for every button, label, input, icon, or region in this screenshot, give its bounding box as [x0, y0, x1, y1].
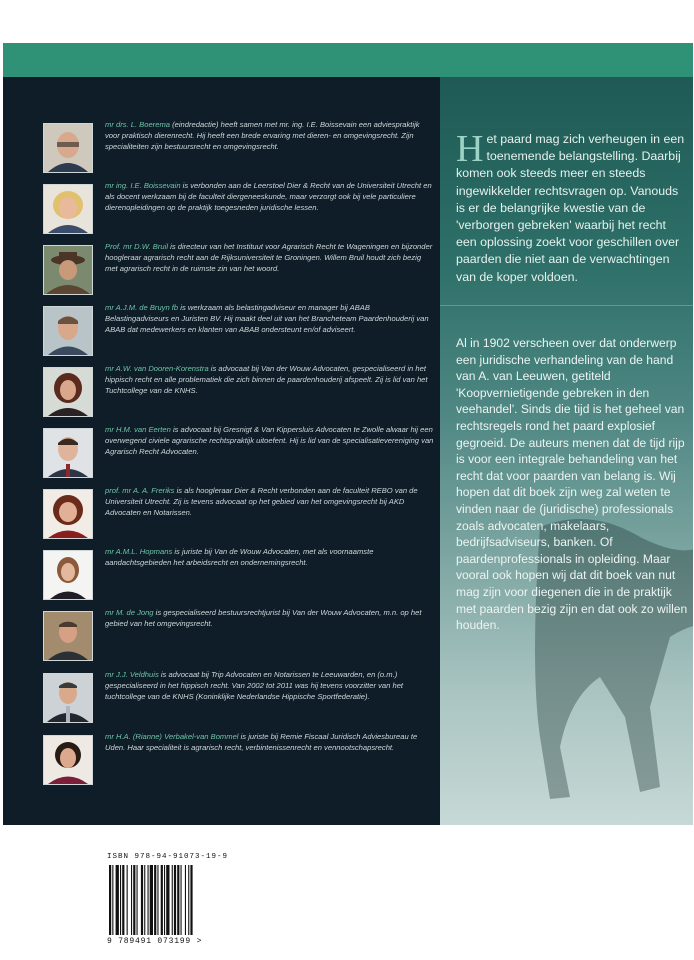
author-bio: is als hoogleraar Dier & Recht verbonden aan de faculteit REBO van de Universiteit Utrecht. Zij is tevens advocaat op het gebied van het omgevingsrecht bij AKD Advocaten en Notarissen.	[105, 486, 418, 517]
author-name: mr H.A. (Rianne) Verbakel-van Bommel	[105, 732, 239, 741]
author-bio: is verbonden aan de Leerstoel Dier & Recht van de Universiteit Utrecht en als docent werkzaam bij de faculteit diergeneeskunde, maar verzorgt ook bij vele particuliere dierenopleidingen op de praktijk toegesneden juridische lessen.	[105, 181, 432, 212]
author-photo	[43, 673, 93, 723]
barcode-bar	[185, 865, 186, 935]
barcode-bar	[157, 865, 158, 935]
barcode-bar	[172, 865, 173, 935]
barcode-bar	[166, 865, 169, 935]
author-bio: is advocaat bij Van der Wouw Advocaten, gespecialiseerd in het hippisch recht en alle problematiek die zich binnen de paardenhouderij afspeelt. Zij is lid van het Tuchtcollege van de KNHS.	[105, 364, 428, 395]
barcode-bar	[144, 865, 145, 935]
author-bio: is advocaat bij Trip Advocaten en Notarissen te Leeuwarden, en (o.m.) gespecialiseerd in het hippisch recht. Van 2002 tot 2011 was hij tevens voorzitter van het tuchtcollege van de KNHS (Koninklijke Nederlandse Hippische Sportfederatie).	[105, 670, 404, 701]
author-photo	[43, 123, 93, 173]
barcode-bar	[131, 865, 132, 935]
author-name: mr A.J.M. de Bruyn fb	[105, 303, 179, 312]
barcode-bar	[137, 865, 138, 935]
author-bio: is juriste bij Van de Wouw Advocaten, met als voornaamste aandachtsgebieden het arbeidsrecht en ondernemingsrecht.	[105, 547, 374, 567]
author-bio: is directeur van het Instituut voor Agrarisch Recht te Wageningen en bijzonder hoogleraar agrarisch recht aan de Rijksuniversiteit te Groningen. Willem Bruil houdt zich bezig met agrarisch recht in de ruimste zin van het woord.	[105, 242, 433, 273]
author-photo	[43, 367, 93, 417]
author-name: mr A.M.L. Hopmans	[105, 547, 173, 556]
author-name: Prof. mr D.W. Bruil	[105, 242, 169, 251]
panel-divider	[440, 305, 693, 306]
author-photo	[43, 611, 93, 661]
barcode-bar	[154, 865, 156, 935]
author-name: prof. mr A. A. Freriks	[105, 486, 175, 495]
isbn-block	[107, 853, 235, 946]
author-bio: is werkzaam als belastingadviseur en manager bij ABAB Belastingadviseurs en Juristen BV. Hij maakt deel uit van het Brancheteam Paardenhouderij van ABAB dat medewerkers en klanten van ABAB ondersteunt en/of adviseert.	[105, 303, 429, 334]
author-name: mr A.W. van Dooren-Korenstra	[105, 364, 209, 373]
barcode-bar	[148, 865, 149, 935]
text-panel	[440, 77, 693, 825]
barcode-bar	[141, 865, 143, 935]
author-photo	[43, 306, 93, 356]
author-name: mr J.J. Veldhuis	[105, 670, 159, 679]
back-cover	[3, 43, 693, 825]
barcode-bar	[188, 865, 189, 935]
author-photo	[43, 735, 93, 785]
barcode-bar	[164, 865, 165, 935]
barcode	[107, 865, 235, 935]
barcode-bar	[177, 865, 179, 935]
isbn-digits: 9 789491 073199 >	[107, 937, 203, 946]
barcode-bar	[109, 865, 111, 935]
barcode-bar	[127, 865, 128, 935]
author-name: mr drs. L. Boerema	[105, 120, 170, 129]
barcode-bar	[161, 865, 163, 935]
author-bio: (eindredactie) heeft samen met mr. ing. I.E. Boissevain een adviespraktijk voor praktisch dierenrecht. Hij heeft een brede ervaring met dieren- en omgevingsrecht. Zijn specialiteiten zijn bestuursrecht en omgevingsrecht.	[105, 120, 420, 151]
author-list	[3, 43, 440, 825]
author-bio: is advocaat bij Gresnigt & Van Kippersluis Advocaten te Zwolle alwaar hij een overwegend civiele agrarische rechtspraktijk uitoefent. Hij is lid van de specialisatievereniging van Agrarisch Recht Advocaten.	[105, 425, 434, 456]
barcode-bar	[190, 865, 192, 935]
barcode-bar	[181, 865, 182, 935]
barcode-bar	[112, 865, 113, 935]
author-name: mr ing. I.E. Boissevain	[105, 181, 181, 190]
author-photo	[43, 550, 93, 600]
drop-cap: H	[456, 128, 484, 170]
isbn-label: ISBN 978-94-91073-19-9	[107, 853, 229, 861]
author-name: mr H.M. van Eerten	[105, 425, 171, 434]
author-bio: is gespecialiseerd bestuursrechtjurist bij Van der Wouw Advocaten, m.n. op het gebied van het omgevingsrecht.	[105, 608, 422, 628]
author-photo	[43, 184, 93, 234]
barcode-bar	[174, 865, 176, 935]
body-paragraph: Al in 1902 verscheen over dat onderwerp een juridische verhandeling van de hand van A. van Leeuwen, getiteld 'Koopvernietigende gebreken in den veehandel'. Sinds die tijd is het geheel van rechtsregels rond het paard explosief gegroeid. De auteurs menen dat de tijd rijp is voor een integrale behandeling van het recht dat voor paarden van belang is. Wij hopen dat dit boek zijn weg zal weten te vinden naar de (juridische) professionals zoals advocaten, makelaars, bedrijfsadviseurs, banken. Of paardenprofessionals in opleiding. Maar vooral ook hopen wij dat dit boek van nut mag zijn voor diegenen die in de praktijk met paarden bezig zijn en dat ook zo willen houden.	[456, 336, 688, 633]
barcode-bar	[122, 865, 124, 935]
intro-text: et paard mag zich verheugen in een toenemende belangstelling. Daarbij komen ook steeds meer en steeds ingewikkelder rechtsvragen op. Vanouds is er de belangrijke kwestie van de 'verborgen gebreken' waarbij het recht een oplossing zoekt voor geschillen over paarden die niet aan de verwachtingen van de koper voldoen.	[456, 132, 685, 284]
intro-paragraph	[456, 128, 686, 286]
author-photo	[43, 245, 93, 295]
author-name: mr M. de Jong	[105, 608, 154, 617]
author-photo	[43, 489, 93, 539]
barcode-bar	[120, 865, 121, 935]
barcode-bar	[150, 865, 153, 935]
author-bio: is juriste bij Remie Fiscaal Juridisch Adviesbureau te Uden. Haar specialiteit is agrarisch recht, verbintenissenrecht en vennootschapsrecht.	[105, 732, 418, 752]
barcode-bar	[116, 865, 119, 935]
author-photo	[43, 428, 93, 478]
barcode-bar	[133, 865, 135, 935]
